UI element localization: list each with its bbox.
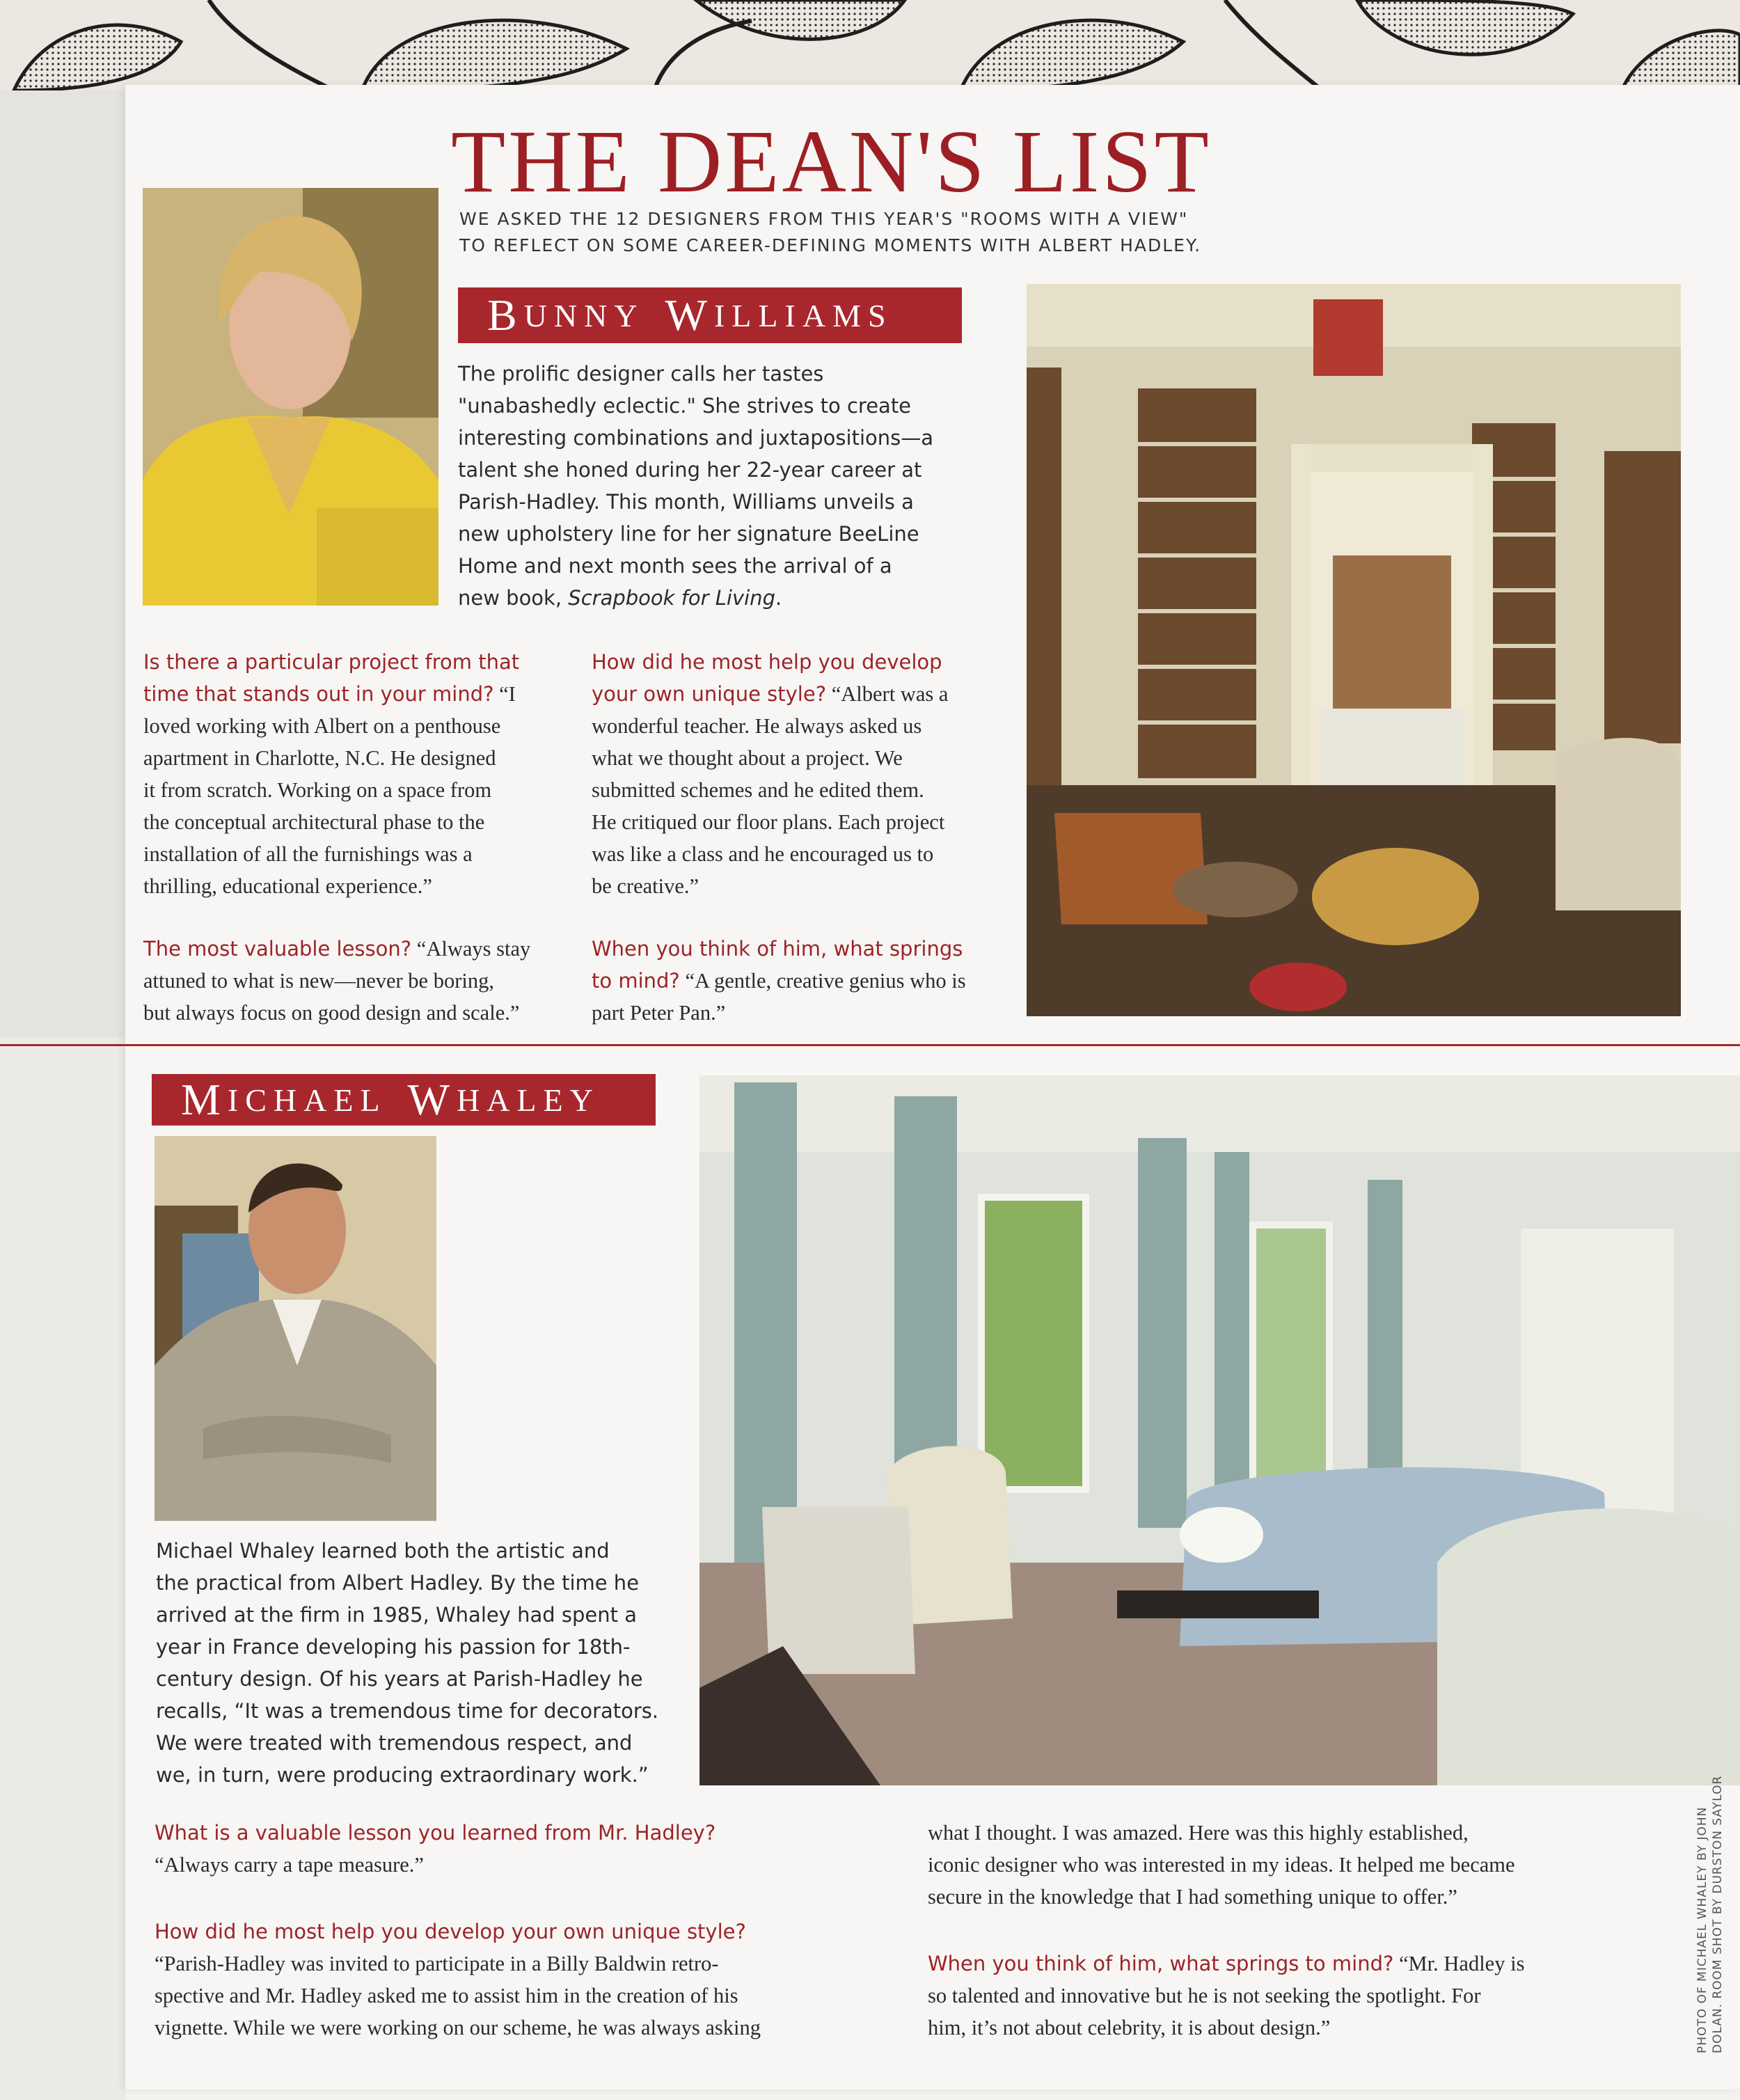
qa-item — [155, 1916, 941, 2044]
name-initial: B — [487, 290, 524, 340]
qa-item — [155, 1817, 941, 1881]
answer-line: part Peter Pan.” — [592, 1001, 726, 1025]
credit-line: DOLAN. ROOM SHOT BY DURSTON SAYLOR — [1711, 1775, 1725, 2053]
answer-line: thrilling, educational experience.” — [143, 874, 432, 898]
leaf-pattern-icon — [0, 0, 1740, 90]
spacer — [928, 1913, 1700, 1948]
answer-text: “I — [493, 682, 516, 706]
bio-line: recalls, “It was a tremendous time for decorators. — [156, 1699, 659, 1723]
answer-line: “Always carry a tape measure.” — [155, 1853, 424, 1877]
answer-line: what I thought. I was amazed. Here was this highly established, — [928, 1821, 1469, 1845]
bio-line: Parish-Hadley. This month, Williams unveils a — [458, 490, 914, 514]
answer-line: but always focus on good design and scale.” — [143, 1001, 520, 1025]
question-text: How did he most help you develop your own unique style? — [155, 1920, 746, 1943]
spacer — [592, 902, 1023, 933]
question-text: Is there a particular project from that — [143, 650, 520, 674]
qa-line — [592, 678, 1023, 710]
question-text: The most valuable lesson? — [143, 937, 412, 961]
bio-line: Home and next month sees the arrival of a — [458, 554, 892, 578]
bio-line: we, in turn, were producing extraordinary work.” — [156, 1763, 649, 1787]
bunny-williams-nameplate — [458, 287, 962, 343]
qa-item — [143, 646, 575, 902]
answer-line: secure in the knowledge that I had something unique to offer.” — [928, 1885, 1457, 1909]
answer-line: He critiqued our floor plans. Each project — [592, 810, 945, 834]
intro-line: WE ASKED THE 12 DESIGNERS FROM THIS YEAR'S "ROOMS WITH A VIEW" — [459, 209, 1189, 229]
bio-line: The prolific designer calls her tastes — [458, 362, 824, 386]
answer-line: spective and Mr. Hadley asked me to assist him in the creation of his — [155, 1984, 738, 2007]
answer-line: was like a class and he encouraged us to — [592, 842, 934, 866]
name-initial: M — [181, 1075, 228, 1124]
section-divider — [0, 1044, 1740, 1046]
answer-text: “Mr. Hadley is — [1393, 1952, 1525, 1975]
michael-living-room-photo — [699, 1075, 1740, 1785]
michael-whaley-nameplate — [152, 1074, 656, 1126]
bio-line: Michael Whaley learned both the artistic and — [156, 1539, 610, 1563]
answer-line: him, it’s not about celebrity, it is about design.” — [928, 2016, 1331, 2039]
question-text: What is a valuable lesson you learned from Mr. Hadley? — [155, 1821, 716, 1845]
answer-line: installation of all the furnishings was a — [143, 842, 473, 866]
qa-line — [592, 965, 1023, 997]
bio-line: new upholstery line for her signature BeeLine — [458, 522, 919, 546]
answer-line: be creative.” — [592, 874, 699, 898]
qa-line — [928, 1948, 1700, 1980]
name-rest: HALEY — [456, 1082, 600, 1118]
intro-line: TO REFLECT ON SOME CAREER-DEFINING MOMENTS WITH ALBERT HADLEY. — [459, 235, 1202, 255]
bio-text: . — [775, 586, 782, 610]
michael-bio — [156, 1535, 699, 1791]
qa-item — [592, 646, 1023, 902]
qa-item — [928, 1948, 1700, 2044]
question-text: When you think of him, what springs to mind? — [928, 1952, 1394, 1975]
answer-text: “Albert was a — [826, 682, 949, 706]
question-text: time that stands out in your mind? — [143, 682, 494, 706]
bio-text: new book, — [458, 586, 569, 610]
answer-line: iconic designer who was interested in my ideas. It helped me became — [928, 1853, 1515, 1877]
qa-item — [143, 933, 575, 1029]
michael-qa-column-2 — [928, 1817, 1700, 2044]
answer-line: it from scratch. Working on a space from — [143, 778, 492, 802]
bunny-williams-portrait — [143, 188, 438, 606]
question-text: to mind? — [592, 969, 680, 993]
qa-line — [143, 933, 575, 965]
photo-credit — [1695, 1776, 1725, 2053]
left-pattern-strip — [0, 90, 125, 1037]
answer-line: vignette. While we were working on our scheme, he was always asking — [155, 2016, 761, 2039]
qa-item — [592, 933, 1023, 1029]
bunny-library-room-photo — [1027, 284, 1681, 1016]
bio-line: "unabashedly eclectic." She strives to create — [458, 394, 912, 418]
name-initial: W — [407, 1075, 457, 1124]
name-initial: W — [665, 290, 714, 340]
bunny-bio — [458, 358, 1015, 614]
bio-line: interesting combinations and juxtapositions—a — [458, 426, 934, 450]
name-rest: ICHAEL — [227, 1082, 387, 1118]
bio-line: We were treated with tremendous respect, and — [156, 1731, 633, 1755]
answer-line: “Parish-Hadley was invited to participate in a Billy Baldwin retro- — [155, 1952, 719, 1975]
michael-whaley-portrait — [155, 1136, 436, 1521]
bunny-qa-column-2 — [592, 646, 1023, 1029]
bio-line: century design. Of his years at Parish-Hadley he — [156, 1667, 643, 1691]
bio-line: year in France developing his passion for 18th- — [156, 1635, 631, 1659]
question-text: How did he most help you develop — [592, 650, 942, 674]
answer-line: loved working with Albert on a penthouse — [143, 714, 501, 738]
bio-line: the practical from Albert Hadley. By the time he — [156, 1571, 640, 1595]
answer-line: the conceptual architectural phase to the — [143, 810, 485, 834]
bio-line: talent she honed during her 22-year career at — [458, 458, 922, 482]
credit-line: PHOTO OF MICHAEL WHALEY BY JOHN — [1695, 1806, 1709, 2053]
name-rest: ILLIAMS — [713, 297, 893, 333]
answer-line: attuned to what is new—never be boring, — [143, 969, 494, 993]
answer-line: apartment in Charlotte, N.C. He designed — [143, 746, 496, 770]
answer-line: so talented and innovative but he is not seeking the spotlight. For — [928, 1984, 1481, 2007]
bunny-qa-column-1 — [143, 646, 575, 1029]
bio-line: arrived at the firm in 1985, Whaley had spent a — [156, 1603, 637, 1627]
intro-text — [459, 206, 1643, 259]
spacer — [143, 902, 575, 933]
page-title: THE DEAN'S LIST — [451, 112, 1212, 211]
decorative-leaf-band — [0, 0, 1740, 90]
answer-line: what we thought about a project. We — [592, 746, 903, 770]
book-title: Scrapbook for Living — [568, 586, 775, 610]
bio-line — [458, 582, 1015, 614]
spacer — [155, 1881, 941, 1916]
question-text: your own unique style? — [592, 682, 827, 706]
answer-line: wonderful teacher. He always asked us — [592, 714, 922, 738]
left-pattern-strip-lower — [0, 1037, 125, 2100]
answer-text: “Always stay — [411, 937, 531, 961]
name-rest: UNNY — [523, 297, 644, 333]
question-text: When you think of him, what springs — [592, 937, 963, 961]
answer-line: submitted schemes and he edited them. — [592, 778, 924, 802]
michael-qa-column-1 — [155, 1817, 941, 2044]
answer-text: “A gentle, creative genius who is — [679, 969, 966, 993]
qa-line — [143, 678, 575, 710]
